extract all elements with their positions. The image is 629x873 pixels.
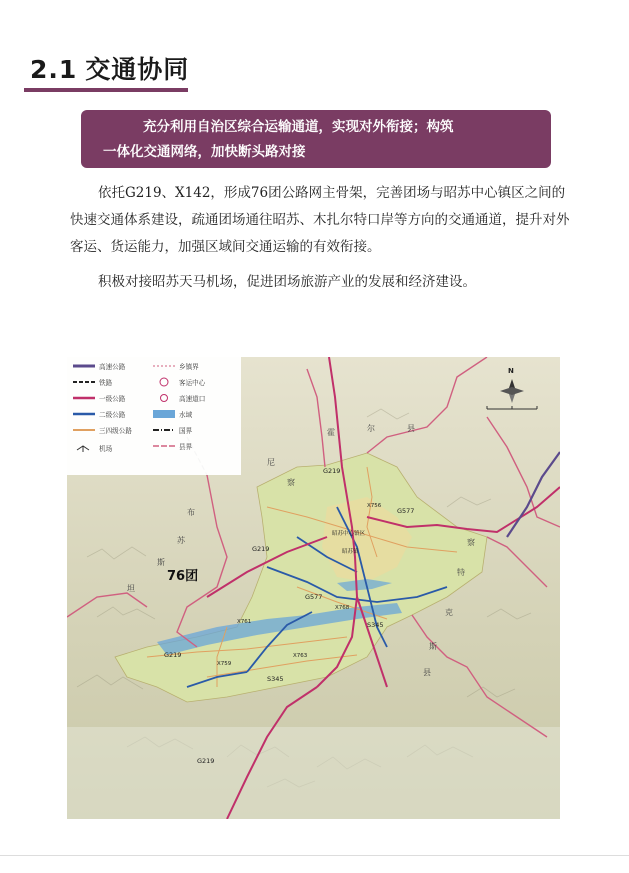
map-label-zhaosu-town: 昭苏镇 bbox=[342, 549, 359, 555]
legend-national-label: 国界 bbox=[179, 427, 193, 435]
paragraph-1: 依托G219、X142，形成76团公路网主骨架，完善团场与昭苏中心镇区之间的快速交通体系建设，疏通团场通往昭苏、木扎尔特口岸等方向的交通通道，提升对外客运、货运能力，加强区域间交通运输的有效衔接。 bbox=[70, 185, 570, 255]
region-char-8: 斯 bbox=[157, 558, 165, 567]
body-text bbox=[70, 180, 570, 304]
map-label-g577-top: G577 bbox=[397, 507, 415, 515]
paragraph-2: 积极对接昭苏天马机场，促进团场旅游产业的发展和经济建设。 bbox=[98, 274, 476, 290]
legend-county-label: 县界 bbox=[179, 443, 193, 451]
region-char-11: 克 bbox=[445, 608, 453, 617]
legend-exit-label: 高速道口 bbox=[179, 395, 206, 403]
page-bottom-rule bbox=[0, 855, 629, 856]
region-char-7: 苏 bbox=[177, 536, 185, 545]
region-char-12: 斯 bbox=[429, 642, 437, 651]
map-label-x763: X763 bbox=[293, 653, 308, 659]
title-underline bbox=[24, 88, 188, 92]
legend-class34-label: 三四级公路 bbox=[99, 427, 132, 435]
map-label-g577-mid: G577 bbox=[305, 593, 323, 601]
region-char-14: 察 bbox=[467, 538, 475, 547]
map-label-center-town: 昭苏中心镇区 bbox=[332, 531, 366, 537]
map-label-x768: X768 bbox=[335, 605, 350, 611]
legend-class2-label: 二级公路 bbox=[99, 411, 126, 419]
section-number: 2.1 bbox=[30, 55, 78, 84]
transport-map bbox=[67, 357, 560, 819]
region-char-6: 布 bbox=[187, 508, 195, 517]
mountain-tint bbox=[67, 727, 560, 819]
map-label-g219-top: G219 bbox=[323, 467, 341, 475]
legend-passenger-label: 客运中心 bbox=[179, 379, 206, 387]
summary-banner bbox=[81, 110, 551, 168]
legend-township-label: 乡镇界 bbox=[179, 363, 199, 371]
map-label-g219-left: G219 bbox=[164, 651, 182, 659]
legend-railway-label: 铁路 bbox=[99, 379, 113, 387]
map-label-s345-bottom: S345 bbox=[267, 675, 284, 683]
map-label-x761: X761 bbox=[237, 619, 252, 625]
map-label-x756: X756 bbox=[367, 503, 382, 509]
region-char-10: 特 bbox=[457, 568, 465, 577]
section-heading: 交通协同 bbox=[85, 55, 190, 84]
map-label-76tuan: 76团 bbox=[167, 569, 199, 584]
banner-line-2: 一体化交通网络，加快断头路对接 bbox=[103, 144, 306, 160]
region-char-5: 察 bbox=[287, 478, 295, 487]
legend-airport-label: 机场 bbox=[99, 445, 113, 453]
region-char-1: 霍 bbox=[327, 428, 335, 437]
banner-line-1: 充分利用自治区综合运输通道，实现对外衔接；构筑 bbox=[143, 119, 454, 135]
region-char-13: 县 bbox=[423, 668, 431, 677]
legend-expressway-label: 高速公路 bbox=[99, 363, 126, 371]
map-canvas bbox=[67, 357, 560, 819]
legend-water-label: 水域 bbox=[179, 411, 193, 419]
north-arrow-label: N bbox=[508, 367, 514, 375]
region-char-3: 县 bbox=[407, 424, 415, 433]
legend-water-swatch bbox=[153, 410, 175, 418]
region-char-9: 坦 bbox=[127, 584, 135, 593]
legend-box bbox=[67, 357, 241, 475]
section-title bbox=[30, 50, 189, 86]
region-char-4: 尼 bbox=[267, 458, 275, 467]
map-label-x759: X759 bbox=[217, 661, 232, 667]
map-label-g219-mid: G219 bbox=[252, 545, 270, 553]
map-label-s345-right: S345 bbox=[367, 621, 384, 629]
map-label-g219-bottom: G219 bbox=[197, 757, 215, 765]
legend-class1-label: 一级公路 bbox=[99, 395, 126, 403]
region-char-2: 尔 bbox=[367, 424, 375, 433]
